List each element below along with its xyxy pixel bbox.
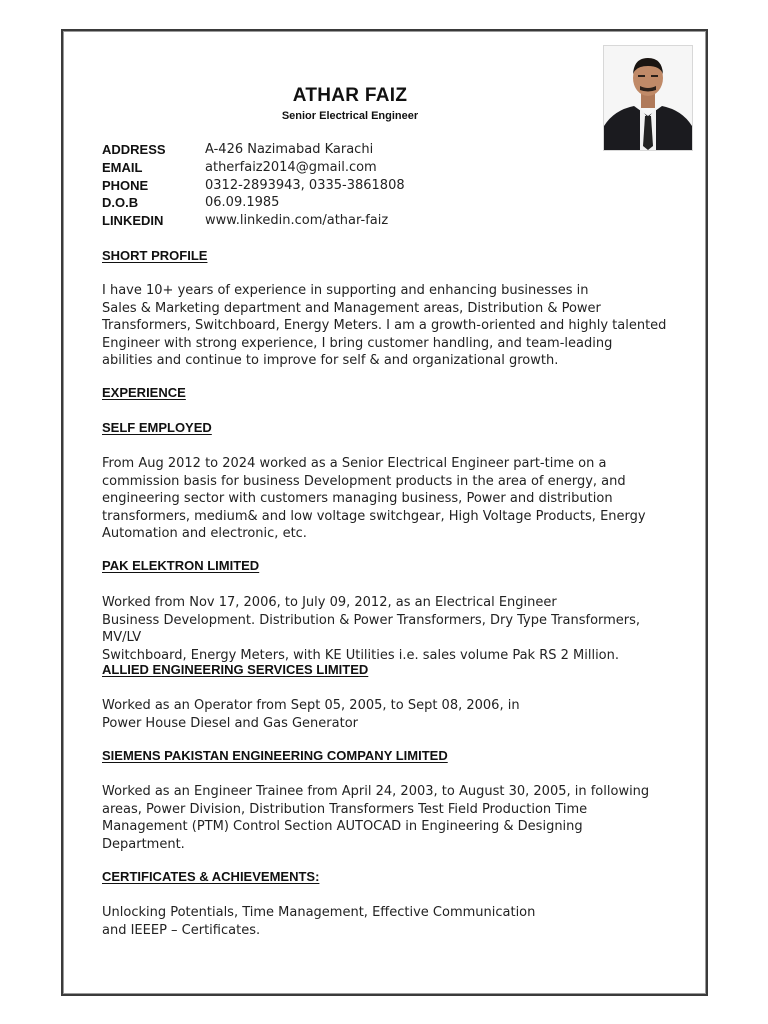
contact-row-linkedin [102, 212, 405, 230]
text-line: Power House Diesel and Gas Generator [102, 715, 358, 731]
job-heading: PAK ELEKTRON LIMITED [102, 558, 260, 573]
job-description [102, 697, 682, 732]
contact-label: EMAIL [102, 159, 143, 175]
certificates-text [102, 904, 682, 939]
contact-row-email [102, 159, 405, 177]
section-heading-experience: EXPERIENCE [102, 385, 186, 400]
job-heading: ALLIED ENGINEERING SERVICES LIMITED [102, 662, 369, 677]
text-line: Transformers, Switchboard, Energy Meters. I am a growth-oriented and highly talented [102, 318, 667, 333]
text-line: Switchboard, Energy Meters, with KE Utilities i.e. sales volume Pak RS 2 Million. [102, 647, 620, 663]
contact-row-address [102, 141, 405, 159]
contact-value: atherfaiz2014@gmail.com [205, 159, 377, 175]
text-line: I have 10+ years of experience in supporting and enhancing businesses in [102, 283, 589, 298]
section-heading-profile: SHORT PROFILE [102, 248, 208, 263]
contact-label: PHONE [102, 177, 149, 193]
job-description [102, 455, 682, 543]
contact-row-phone [102, 177, 405, 195]
text-line: Worked from Nov 17, 2006, to July 09, 2012, as an Electrical Engineer [102, 595, 557, 610]
contact-value: www.linkedin.com/athar-faiz [205, 213, 389, 229]
contact-label: D.O.B [102, 195, 139, 211]
text-line: Automation and electronic, etc. [102, 526, 307, 541]
text-line: transformers, medium& and low voltage switchgear, High Voltage Products, Energy [102, 508, 646, 524]
text-line: Worked as an Engineer Trainee from April 24, 2003, to August 30, 2005, in following [102, 784, 650, 799]
text-line: areas, Power Division, Distribution Transformers Test Field Production Time [102, 801, 588, 817]
text-line: Sales & Marketing department and Management areas, Distribution & Power [102, 300, 601, 316]
text-line: Business Development. Distribution & Power Transformers, Dry Type Transformers, MV/LV [102, 612, 641, 645]
contact-row-dob [102, 194, 405, 212]
contact-value: 06.09.1985 [205, 195, 280, 211]
contact-label: LINKEDIN [102, 213, 164, 229]
contact-details [102, 141, 405, 230]
job-description [102, 783, 682, 853]
job-heading: SIEMENS PAKISTAN ENGINEERING COMPANY LIMITED [102, 748, 448, 763]
text-line: From Aug 2012 to 2024 worked as a Senior Electrical Engineer part-time on a [102, 456, 607, 471]
text-line: abilities and continue to improve for self & and organizational growth. [102, 353, 559, 368]
contact-value: A-426 Nazimabad Karachi [205, 142, 374, 157]
text-line: Management (PTM) Control Section AUTOCAD in Engineering & Designing [102, 819, 583, 834]
candidate-title: Senior Electrical Engineer [281, 110, 419, 122]
section-heading-certificates: CERTIFICATES & ACHIEVEMENTS: [102, 869, 320, 884]
candidate-name: ATHAR FAIZ [292, 85, 408, 106]
text-line: Engineer with strong experience, I bring customer handling, and team-leading [102, 335, 613, 351]
text-line: engineering sector with customers managing business, Power and distribution [102, 491, 613, 506]
text-line: Unlocking Potentials, Time Management, Effective Communication [102, 905, 536, 920]
contact-value: 0312-2893943, 0335-3861808 [205, 177, 405, 193]
text-line: commission basis for business Development products in the area of energy, and [102, 473, 626, 489]
profile-text [102, 282, 682, 370]
text-line: Department. [102, 836, 185, 852]
text-line: and IEEEP – Certificates. [102, 922, 261, 938]
text-line: Worked as an Operator from Sept 05, 2005, to Sept 08, 2006, in [102, 698, 520, 713]
contact-label: ADDRESS [102, 142, 166, 157]
job-heading: SELF EMPLOYED [102, 420, 212, 435]
job-description [102, 594, 682, 664]
